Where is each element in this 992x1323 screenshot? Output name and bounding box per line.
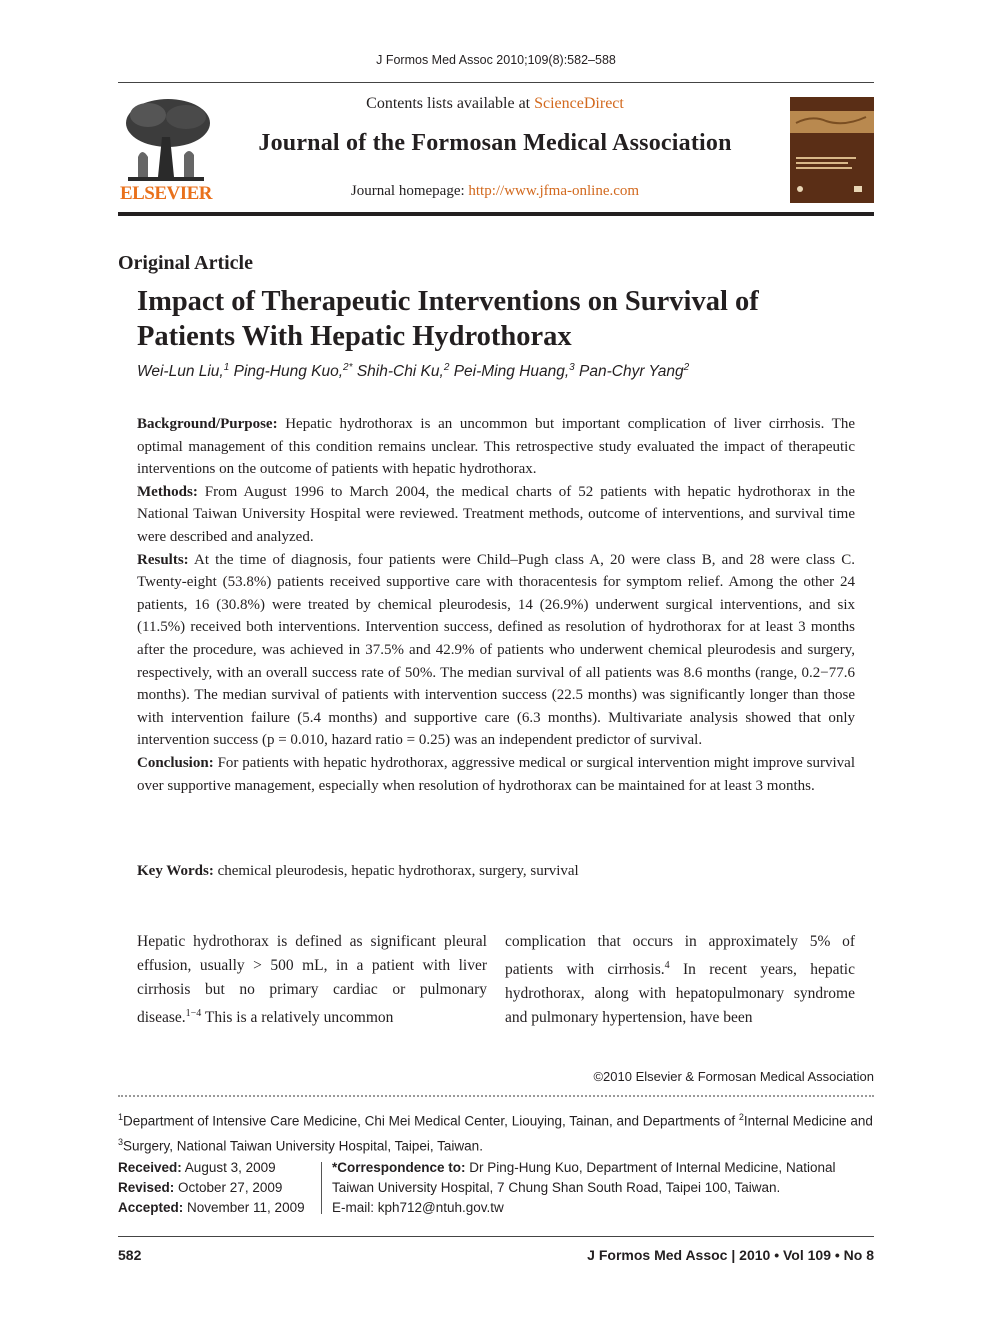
date-label: Received: — [118, 1160, 182, 1175]
body-text: In recent years, hepatic hydrothorax, along with hepatopulmonary syndrome and pulmonary hypertension, have been — [505, 961, 855, 1027]
date-value: October 27, 2009 — [174, 1180, 283, 1195]
footer-rule — [118, 1236, 874, 1237]
author-name: Shih-Chi Ku, — [356, 363, 444, 381]
article-title: Impact of Therapeutic Interventions on Survival of Patients With Hepatic Hydrothorax — [137, 286, 759, 352]
citation-ref[interactable]: 4 — [664, 960, 670, 971]
accepted-date — [118, 1198, 318, 1218]
journal-cover-thumbnail — [790, 97, 874, 203]
author-name: Ping-Hung Kuo, — [233, 363, 344, 381]
homepage-line — [230, 183, 760, 200]
abstract-conclusion — [137, 752, 855, 797]
author-name: Wei-Lun Liu, — [137, 363, 224, 381]
affil-mark: 2 — [738, 1112, 744, 1122]
article-type: Original Article — [118, 252, 253, 274]
correspondence-text: Dr Ping-Hung Kuo, Department of Internal Medicine, National Taiwan University Hospital, 7 Chung Shan South Road, Taipei 100, Taiwan. — [332, 1160, 836, 1195]
abstract-label: Methods: — [137, 483, 198, 500]
sciencedirect-link[interactable]: ScienceDirect — [534, 95, 624, 112]
body-text: Hepatic hydrothorax is defined as significant pleural effusion, usually > 500 mL, in a patient with liver cirrhosis but no primary cardiac or pulmonary disease. — [137, 933, 487, 1027]
abstract-background — [137, 413, 855, 481]
body-column-left — [137, 930, 487, 1030]
correspondence-label: *Correspondence to: — [332, 1160, 466, 1175]
body-text: This is a relatively uncommon — [201, 1009, 394, 1027]
author-affil-mark: 3 — [569, 362, 575, 373]
keywords-text: chemical pleurodesis, hepatic hydrothorax, surgery, survival — [213, 863, 579, 879]
cover-artwork — [790, 97, 874, 203]
author-affil-mark: 1 — [223, 362, 230, 373]
contents-line — [230, 95, 760, 113]
correspondence-email[interactable]: E-mail: kph712@ntuh.gov.tw — [332, 1200, 504, 1215]
abstract-label: Conclusion: — [137, 754, 214, 771]
date-value: August 3, 2009 — [181, 1160, 276, 1175]
affil-text: Surgery, National Taiwan University Hospital, Taipei, Taiwan. — [123, 1138, 483, 1153]
author-name: Pan-Chyr Yang — [579, 363, 684, 381]
author-affil-mark: 2* — [343, 362, 353, 373]
homepage-link[interactable]: http://www.jfma-online.com — [468, 183, 640, 199]
citation-ref[interactable]: 1−4 — [185, 1008, 202, 1019]
abstract-label: Background/Purpose: — [137, 416, 278, 432]
body-text: complication that occurs in approximately 5% of patients with cirrhosis. — [505, 933, 855, 979]
author-name: Pei-Ming Huang, — [453, 363, 570, 381]
abstract-label: Results: — [137, 551, 189, 568]
abstract-results — [137, 549, 855, 752]
body-column-right — [505, 930, 855, 1030]
date-label: Revised: — [118, 1180, 175, 1195]
journal-title: Journal of the Formosan Medical Association — [258, 130, 732, 156]
abstract — [137, 413, 855, 797]
revised-date — [118, 1178, 318, 1198]
author-list — [137, 362, 689, 381]
affil-text: Department of Intensive Care Medicine, Chi Mei Medical Center, Liouying, Tainan, and Departments of — [123, 1113, 739, 1129]
date-value: November 11, 2009 — [183, 1200, 305, 1215]
page-number: 582 — [118, 1247, 142, 1263]
keywords — [137, 863, 855, 880]
received-date — [118, 1158, 318, 1178]
affil-mark: 1 — [118, 1112, 124, 1122]
affiliations — [118, 1107, 874, 1156]
abstract-text: At the time of diagnosis, four patients were Child–Pugh class A, 20 were class B, and 28 were class C. Twenty-eight (53.8%) patients received supportive care with thoracentesis for symptom relief. Among the other 24 patients, 16 (30.8%) were treated by chemical pleurodesis, 14 (26.9%) underwent surgical interventions, and six (11.5%) received both interventions. Intervention success, defined as resolution of hydrothorax for at least 3 months after the procedure, was achieved in 37.5% and 42.9% of patients who underwent chemical pleurodesis and surgery, respectively, with an overall success rate of 50%. The median survival of all patients was 8.6 months (range, 0.2−77.6 months). The median survival of patients with intervention success (22.5 months) was significantly longer than those with intervention failure (5.4 months) and supportive care (6.3 months). Multivariate analysis showed that only intervention success (p = 0.010, hazard ratio = 0.25) was an independent predictor of survival. — [137, 551, 855, 749]
date-label: Accepted: — [118, 1200, 184, 1215]
abstract-text: From August 1996 to March 2004, the medical charts of 52 patients with hepatic hydrothorax in the National Taiwan University Hospital were reviewed. Treatment methods, outcome of interventions, and survival time were described and analyzed. — [137, 483, 855, 545]
contents-prefix: Contents lists available at — [366, 95, 535, 112]
footer-vertical-rule — [321, 1162, 322, 1214]
homepage-prefix: Journal homepage: — [350, 183, 469, 199]
abstract-text: Hepatic hydrothorax is an uncommon but important complication of liver cirrhosis. The optimal management of this condition remains unclear. This retrospective study evaluated the impact of therapeutic interventions on the outcome of patients with hepatic hydrothorax. — [137, 416, 855, 478]
affil-mark: 3 — [118, 1136, 124, 1147]
header-rule — [118, 82, 874, 83]
header-thick-rule — [118, 212, 874, 216]
dotted-divider — [118, 1095, 874, 1097]
abstract-methods — [137, 481, 855, 549]
copyright: ©2010 Elsevier & Formosan Medical Association — [593, 1069, 874, 1084]
journal-citation: J Formos Med Assoc 2010;109(8):582–588 — [376, 53, 616, 67]
elsevier-wordmark: ELSEVIER — [119, 183, 213, 204]
affil-text: Internal Medicine and — [743, 1113, 873, 1129]
running-head: J Formos Med Assoc | 2010 • Vol 109 • No 8 — [587, 1247, 874, 1263]
abstract-text: For patients with hepatic hydrothorax, aggressive medical or surgical intervention might improve survival over supportive management, especially when resolution of hydrothorax can be maintained for at least 3 months. — [137, 754, 855, 794]
correspondence — [332, 1158, 874, 1218]
author-affil-mark: 2 — [443, 362, 450, 373]
author-affil-mark: 2 — [683, 362, 690, 373]
keywords-label: Key Words: — [137, 863, 214, 879]
article-dates — [118, 1158, 318, 1218]
